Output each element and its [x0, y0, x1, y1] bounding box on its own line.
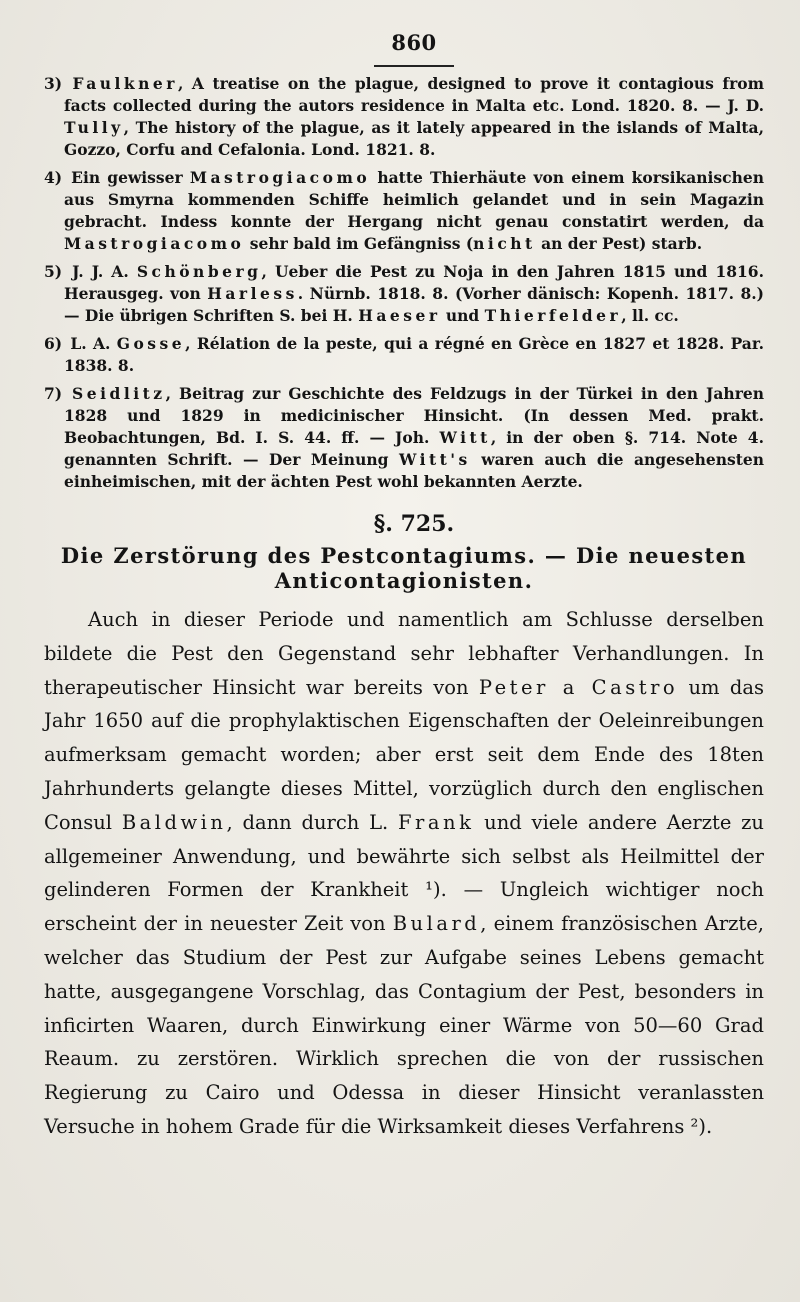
spaced-name: Mastrogiacomo [64, 234, 245, 253]
text-run: , Rélation de la peste, qui a régné en Grèce en 1827 et 1828. Par. 1838. 8. [64, 334, 764, 375]
text-run: , ll. cc. [621, 306, 679, 325]
footnote-number: 4) [44, 168, 63, 187]
spaced-name: Tully [64, 118, 124, 137]
body-paragraph [44, 603, 764, 1144]
text-run: . Nürnb. 1818. 8. (Vorher dänisch: Kopenh. 1817. 8.) — Die übrigen Schriften S. bei H. [64, 284, 764, 325]
header-rule [374, 65, 454, 67]
text-run: waren auch die angesehensten einheimischen, mit der ächten Pest wohl bekannten Aerzte. [64, 450, 764, 491]
footnote-number: 5) [44, 262, 63, 281]
spaced-name: Haeser [358, 306, 441, 325]
footnote [44, 73, 764, 161]
text-run: , dann durch L. [226, 810, 399, 834]
text-run: , Beitrag zur Geschichte des Feldzugs in der Türkei in den Jahren 1828 und 1829 in medicinischer Hinsicht. (In dessen Med. prakt. Beobachtungen, Bd. I. S. 44. ff. — Joh. [64, 384, 764, 447]
footnote-number: 7) [44, 384, 63, 403]
spaced-name: Witt [439, 428, 491, 447]
section-number: §. 725. [373, 511, 455, 537]
text-run: an der Pest) starb. [535, 234, 703, 253]
footnotes [44, 73, 764, 493]
spaced-name: Gosse [116, 334, 186, 353]
spaced-name: Frank [398, 810, 475, 834]
spaced-name: Faulkner [72, 74, 178, 93]
footnote [44, 333, 764, 377]
text-run: , The history of the plague, as it lately appeared in the islands of Malta, Gozzo, Corfu and Cefalonia. Lond. 1821. 8. [64, 118, 764, 159]
spaced-name: Schönberg [136, 262, 262, 281]
text-run: Auch in dieser Periode und namentlich am Schlusse derselben bildete die Pest den Gegenstand sehr lebhafter Verhandlungen. In therapeutischer Hinsicht war bereits von [44, 608, 764, 699]
spaced-name: Thierfelder [484, 306, 622, 325]
spaced-name: Witt's [398, 450, 471, 469]
text-run: L. A. [70, 334, 117, 353]
text-run: und viele andere Aerzte zu allgemeiner Anwendung, und bewährte sich selbst als Heilmittel der gelinderen Formen der Krankheit ¹). — Ungleich wichtiger noch erscheint der in neuester Zeit von [44, 810, 764, 936]
text-run: Ein gewisser [71, 168, 190, 187]
spaced-name: Harless [207, 284, 298, 303]
text-run: um das Jahr 1650 auf die prophylaktischen Eigenschaften der Oeleinreibungen aufmerksam gemacht worden; aber erst seit dem Ende des 18ten Jahrhunderts gelangte dieses Mittel, vorzüglich durch den englischen Consul [44, 675, 764, 834]
spaced-name: Baldwin [121, 810, 227, 834]
text-run: und [440, 306, 485, 325]
section-title [44, 543, 764, 593]
spaced-name: Seidlitz [72, 384, 166, 403]
footnote [44, 167, 764, 255]
page-number: 860 [391, 30, 437, 55]
section-title-line-1: Die Zerstörung des Pestcontagiums. — Die neuesten [60, 543, 748, 568]
spaced-name: Peter a Castro [478, 675, 679, 699]
text-run: J. J. A. [72, 262, 137, 281]
text-run: sehr bald im Gefängniss ( [244, 234, 474, 253]
section-title-line-2: Anticontagionisten. [274, 568, 534, 593]
text-run: , Ueber die Pest zu Noja in den Jahren 1815 und 1816. Herausgeg. von [64, 262, 764, 303]
spaced-name: Bulard [392, 912, 481, 936]
spaced-name: nicht [473, 234, 536, 253]
footnote [44, 261, 764, 327]
text-run: , einem französischen Arzte, welcher das Studium der Pest zur Aufgabe seines Lebens gemacht hatte, ausgegangene Vorschlag, das Contagium der Pest, besonders in inficirten Waaren, durch Einwirkung einer Wärme von 50—60 Grad Reaum. zu zerstören. Wirklich sprechen die von der russischen Regierung zu Cairo und Odessa in dieser Hinsicht veranlassten Versuche in hohem Grade für die Wirksamkeit dieses Verfahrens ²). [44, 912, 764, 1138]
footnote [44, 383, 764, 493]
spaced-name: Mastrogiacomo [189, 168, 371, 187]
text-run: hatte Thierhäute von einem korsikanischen aus Smyrna kommenden Schiffe heimlich gelandet und in sein Magazin gebracht. Indess konnte der Hergang nicht genau constatirt werden, da [64, 168, 764, 231]
footnote-number: 3) [44, 74, 63, 93]
footnote-number: 6) [44, 334, 63, 353]
text-run: , A treatise on the plague, designed to prove it contagious from facts collected during the autors residence in Malta etc. Lond. 1820. 8. — J. D. [64, 74, 764, 115]
text-run: , in der oben §. 714. Note 4. genannten Schrift. — Der Meinung [64, 428, 764, 469]
